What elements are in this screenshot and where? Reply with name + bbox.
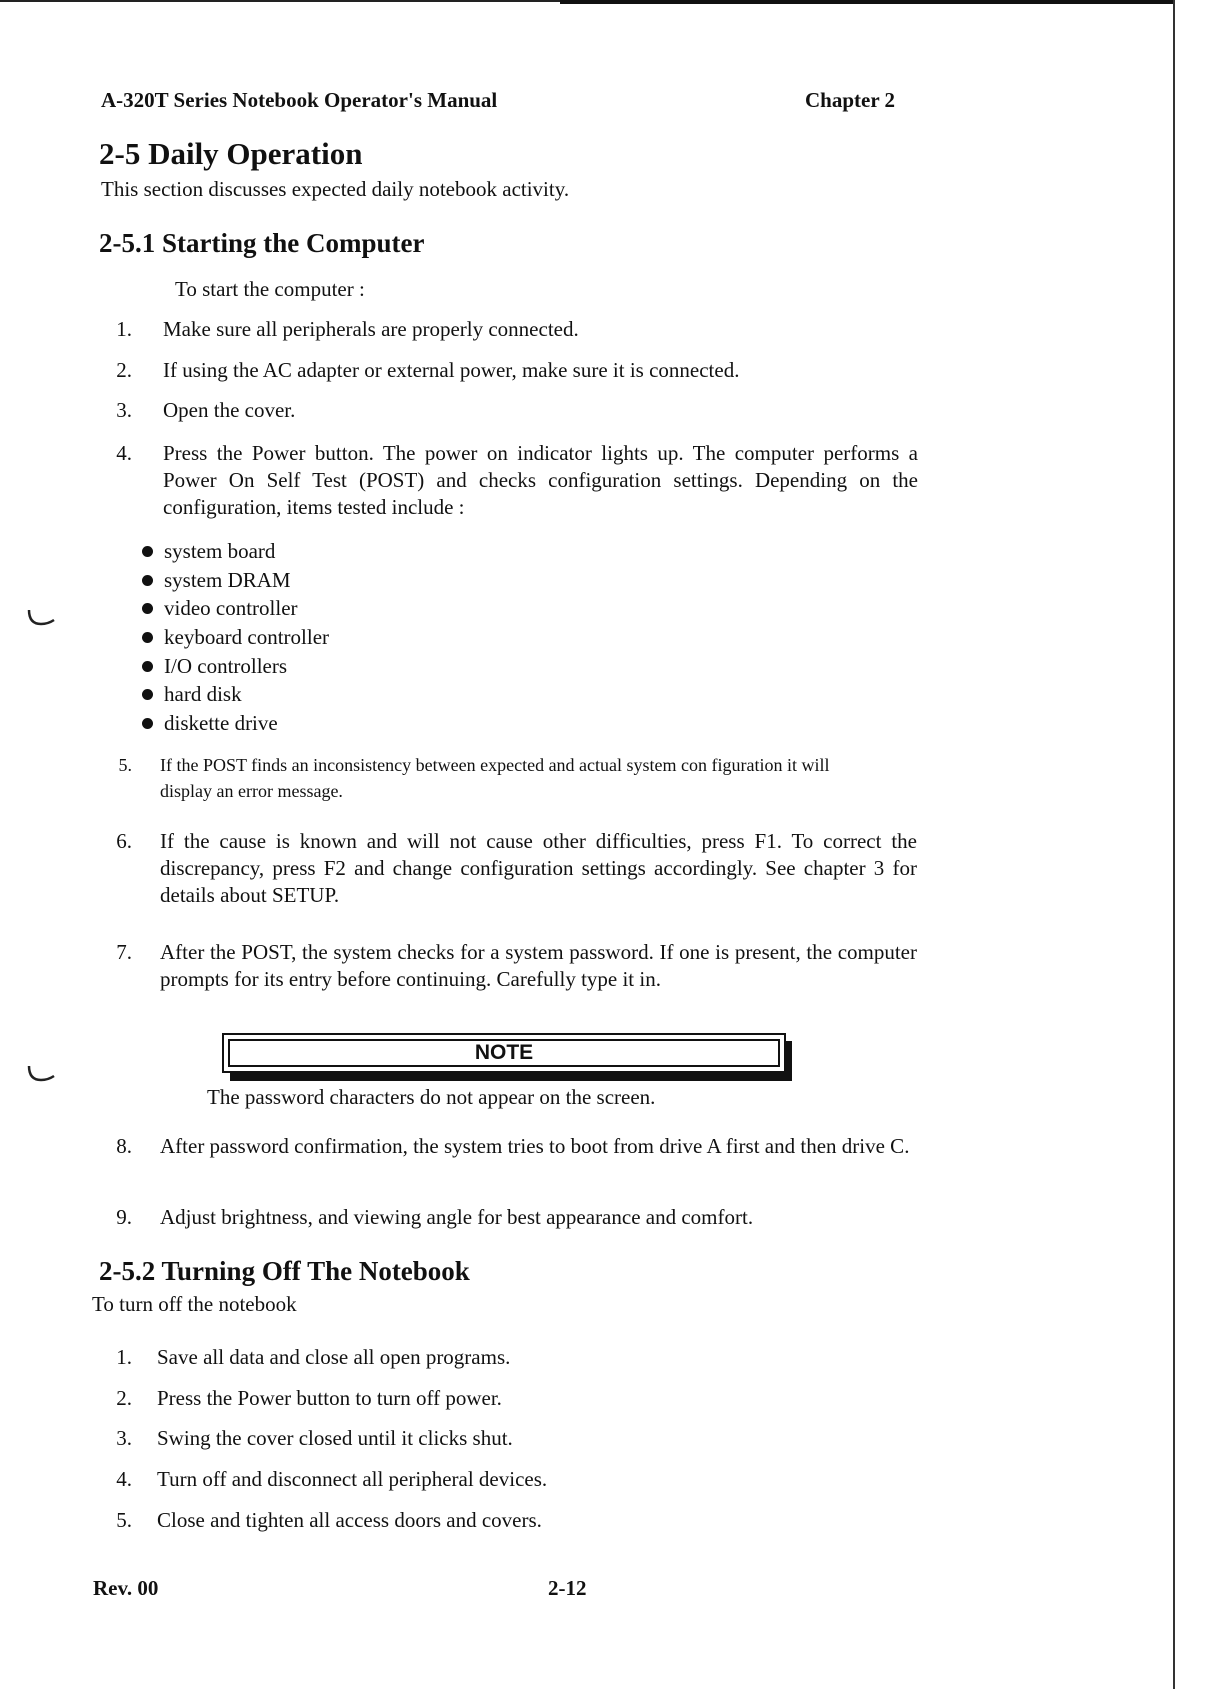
section-title: 2-5 Daily Operation <box>99 136 363 171</box>
step-number: 7. <box>116 940 132 964</box>
note-text: The password characters do not appear on the screen. <box>207 1085 656 1109</box>
step-text: Press the Power button to turn off power. <box>157 1386 502 1410</box>
bullet-icon <box>142 689 153 700</box>
step-number: 4. <box>116 441 132 465</box>
step-number: 3. <box>116 398 132 422</box>
step-number: 5. <box>116 1508 132 1532</box>
note-label: NOTE <box>228 1039 780 1067</box>
list-item: video controller <box>140 594 329 623</box>
step-number: 6. <box>116 829 132 853</box>
section-intro: This section discusses expected daily notebook activity. <box>101 177 570 201</box>
list-item: keyboard controller <box>140 623 329 652</box>
bullet-icon <box>142 546 153 557</box>
manual-title: A-320T Series Notebook Operator's Manual <box>101 88 498 112</box>
note-callout <box>222 1033 792 1081</box>
list-item: system board <box>140 537 329 566</box>
step-text: Make sure all peripherals are properly connected. <box>163 317 579 341</box>
top-rule <box>0 0 560 2</box>
revision-label: Rev. 00 <box>93 1576 159 1600</box>
bullet-icon <box>142 575 153 586</box>
step-number: 9. <box>116 1205 132 1229</box>
bullet-icon <box>142 632 153 643</box>
step-number: 2. <box>116 1386 132 1410</box>
step-text: After the POST, the system checks for a system password. If one is present, the computer prompts for its entry before continuing. Carefully type it in. <box>160 940 917 991</box>
turning-off-lead: To turn off the notebook <box>92 1292 297 1316</box>
chapter-label: Chapter 2 <box>805 88 896 112</box>
step-number: 8. <box>116 1134 132 1158</box>
margin-mark-icon <box>26 1064 56 1084</box>
step-text: If using the AC adapter or external power, make sure it is connected. <box>163 358 740 382</box>
step-number: 1. <box>116 317 132 341</box>
top-rule-thick <box>560 0 1175 4</box>
step-number: 3. <box>116 1426 132 1450</box>
list-item: I/O controllers <box>140 652 329 681</box>
bullet-icon <box>142 661 153 672</box>
subsection-title-turning-off: 2-5.2 Turning Off The Notebook <box>99 1256 470 1286</box>
step-number: 1. <box>116 1345 132 1369</box>
step-text: After password confirmation, the system tries to boot from drive A first and then drive C. <box>160 1134 910 1158</box>
margin-mark-icon <box>26 608 56 628</box>
right-edge-rule <box>1173 0 1175 1689</box>
list-item: hard disk <box>140 680 329 709</box>
bullet-icon <box>142 718 153 729</box>
list-item: diskette drive <box>140 709 329 738</box>
step-number: 2. <box>116 358 132 382</box>
step-text: Open the cover. <box>163 398 296 422</box>
bullet-icon <box>142 603 153 614</box>
step-text: If the POST finds an inconsistency between expected and actual system con figuration it will display an error message. <box>160 755 830 801</box>
step-number: 4. <box>116 1467 132 1491</box>
list-item: system DRAM <box>140 566 329 595</box>
step-text: Adjust brightness, and viewing angle for best appearance and comfort. <box>160 1205 754 1229</box>
step-number: 5. <box>118 755 132 775</box>
step-text: Press the Power button. The power on indicator lights up. The computer performs a Power On Self Test (POST) and checks configuration settings. Depending on the configuration, items tested include : <box>163 441 918 519</box>
starting-lead: To start the computer : <box>175 277 365 301</box>
step-text: Save all data and close all open programs. <box>157 1345 511 1369</box>
subsection-title-starting: 2-5.1 Starting the Computer <box>99 228 425 258</box>
step-text: Turn off and disconnect all peripheral devices. <box>157 1467 548 1491</box>
step-text: Swing the cover closed until it clicks shut. <box>157 1426 513 1450</box>
page-number: 2-12 <box>548 1576 587 1600</box>
step-text: Close and tighten all access doors and covers. <box>157 1508 542 1532</box>
note-frame <box>222 1033 786 1073</box>
step-text: If the cause is known and will not cause other difficulties, press F1. To correct the discrepancy, press F2 and change configuration settings accordingly. See chapter 3 for details about SETUP. <box>160 829 917 907</box>
tested-items-list <box>140 537 329 738</box>
